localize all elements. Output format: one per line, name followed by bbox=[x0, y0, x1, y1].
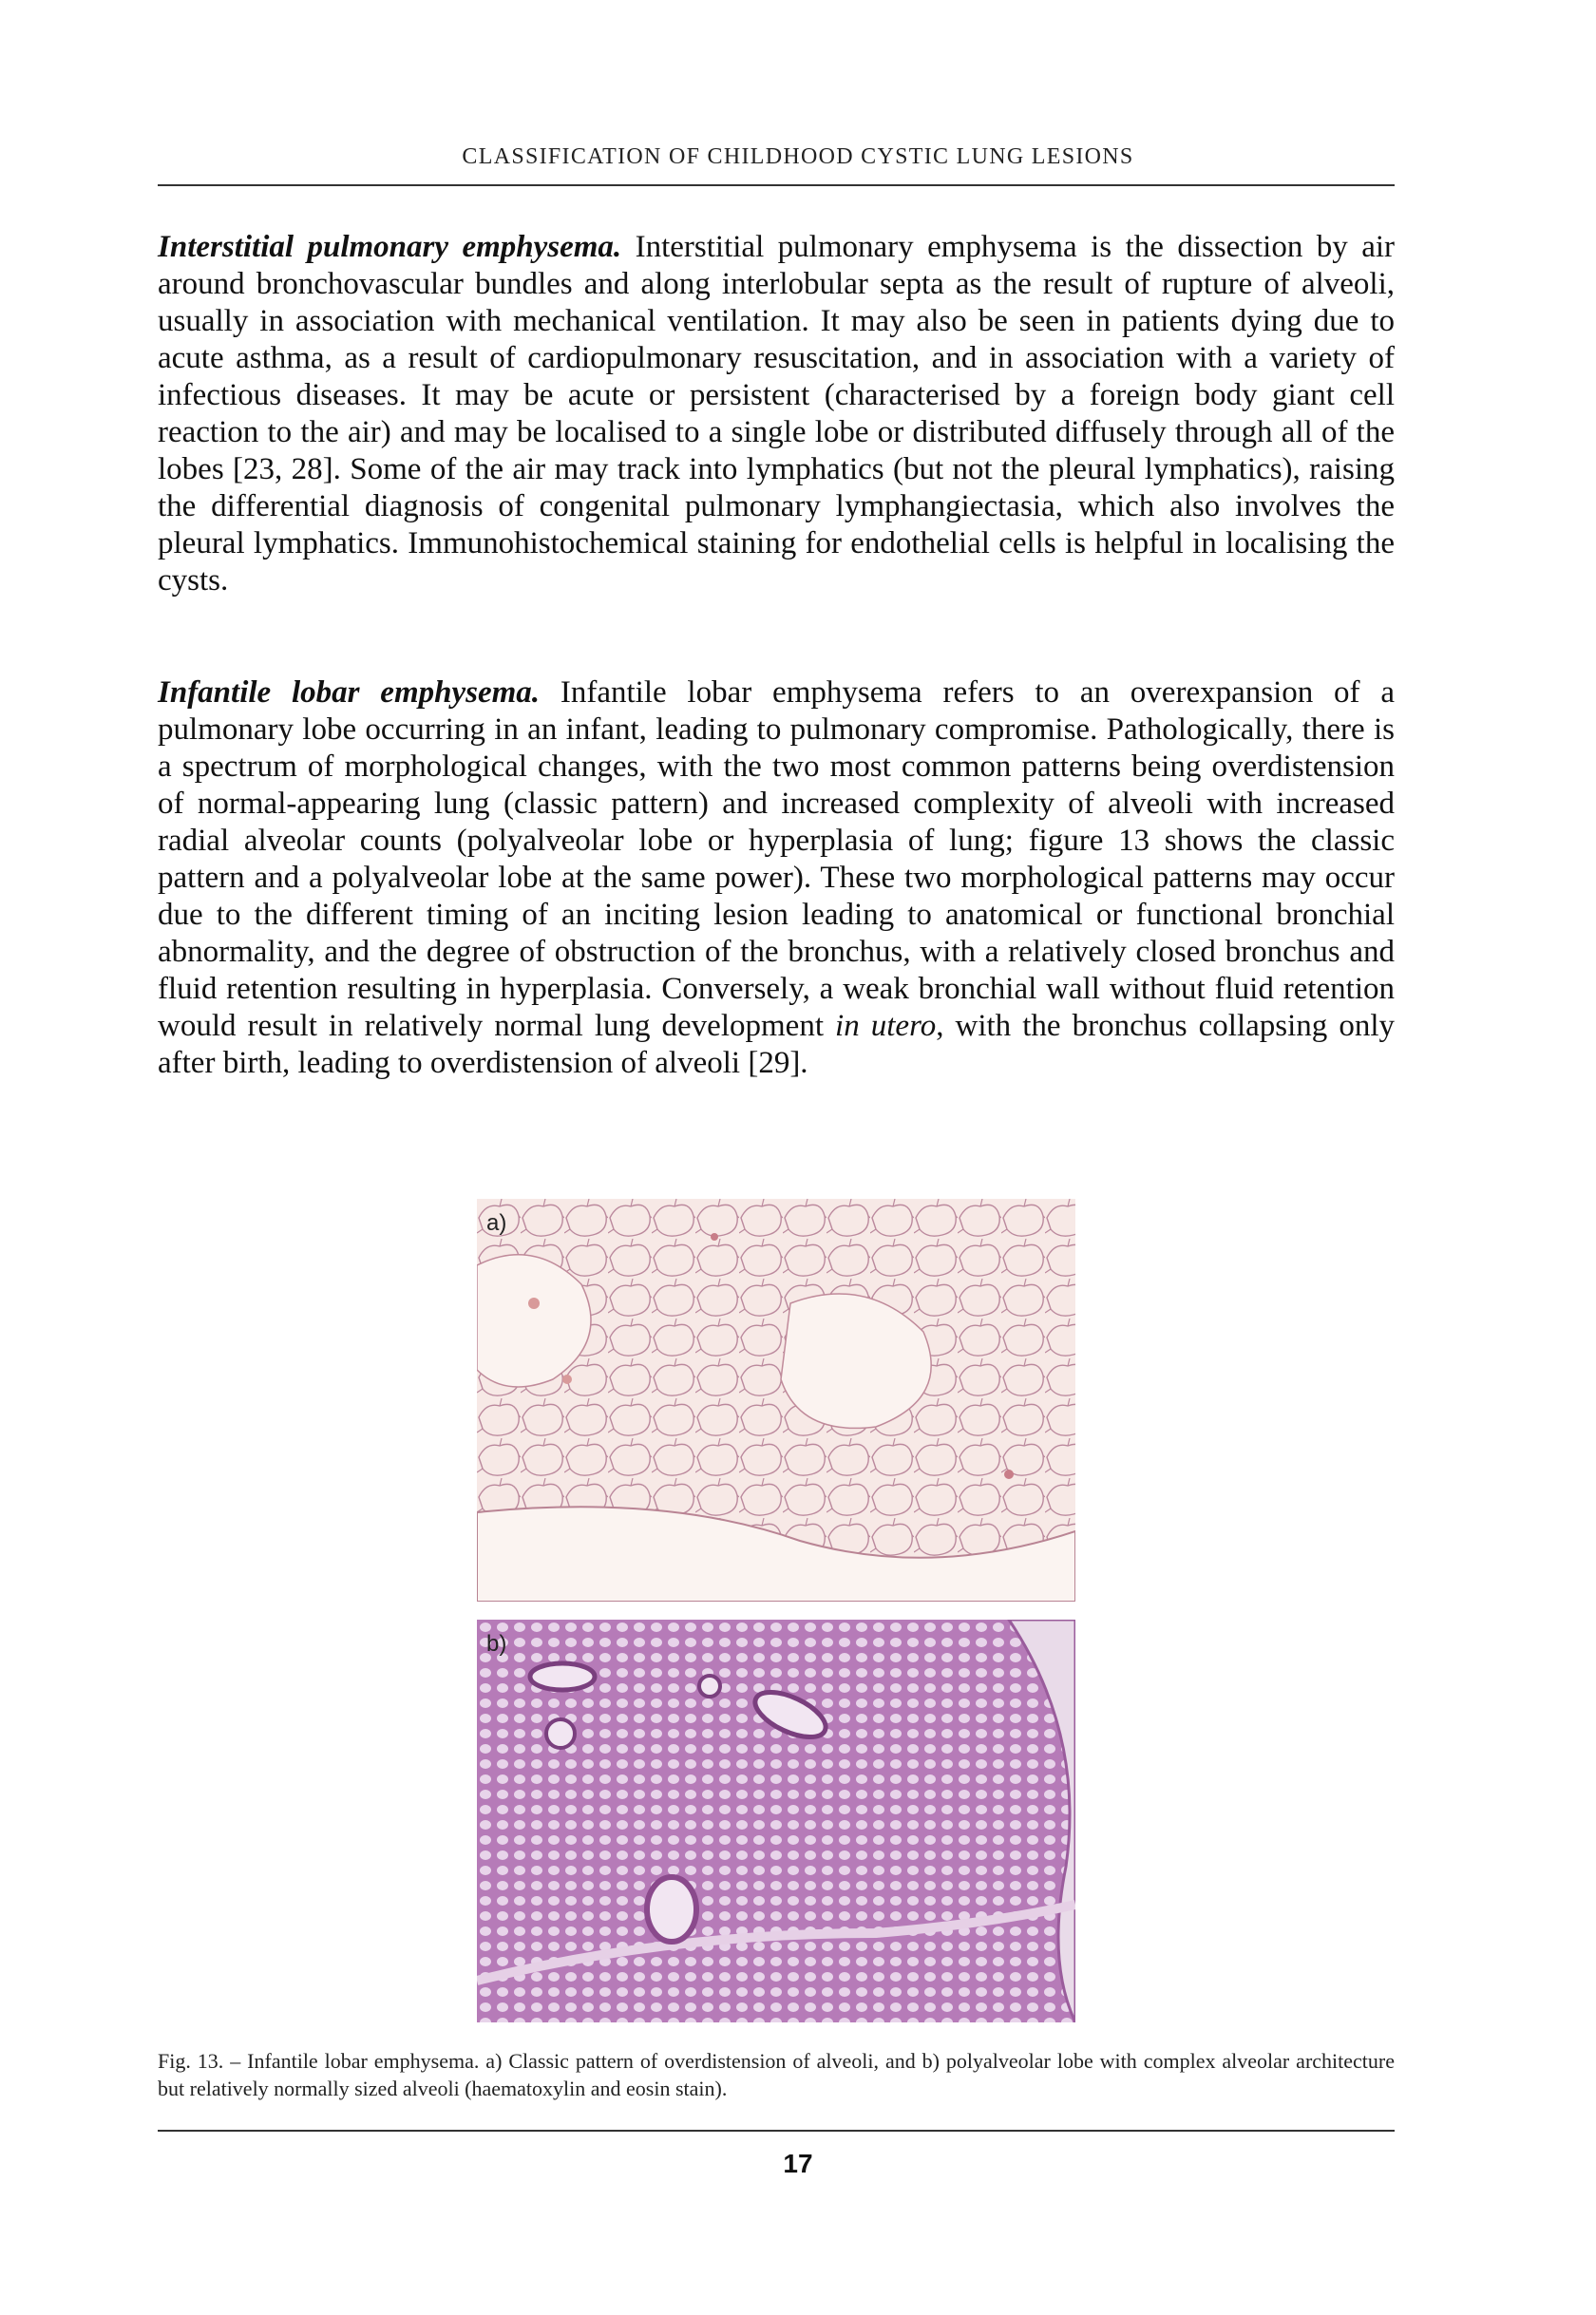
histology-image-polyalveolar bbox=[477, 1620, 1075, 2022]
header-rule bbox=[158, 184, 1395, 186]
panel-label-b: b) bbox=[486, 1631, 507, 1657]
section-interstitial-emphysema bbox=[158, 229, 1395, 599]
section-heading: Interstitial pulmonary emphysema. bbox=[158, 230, 622, 264]
footer-rule bbox=[158, 2130, 1395, 2132]
figure-panel-a bbox=[477, 1199, 1075, 1602]
running-header: CLASSIFICATION OF CHILDHOOD CYSTIC LUNG LESIONS bbox=[462, 144, 1134, 169]
figure-caption: Fig. 13. – Infantile lobar emphysema. a) Classic pattern of overdistension of alveoli, and b) polyalveolar lobe with complex alveolar architecture but relatively normally sized alveoli (haematoxylin and eosin stain). bbox=[158, 2049, 1395, 2100]
page-number: 17 bbox=[783, 2149, 813, 2178]
section-heading: Infantile lobar emphysema. bbox=[158, 675, 541, 710]
section-body: Interstitial pulmonary emphysema is the dissection by air around bronchovascular bundles and along interlobular septa as the result of rupture of alveoli, usually in association with mechanical ventilation. It may also be seen in patients dying due to acute asthma, as a result of cardiopulmonary resuscitation, and in association with a variety of infectious diseases. It may be acute or persistent (characterised by a foreign body giant cell reaction to the air) and may be localised to a single lobe or distributed diffusely through all of the lobes [23, 28]. Some of the air may track into lymphatics (but not the pleural lymphatics), raising the differential diagnosis of congenital pulmonary lymphangiectasia, which also involves the pleural lymphatics. Immunohistochemical staining for endothelial cells is helpful in localising the cysts. bbox=[158, 230, 1395, 598]
section-body: Infantile lobar emphysema refers to an overexpansion of a pulmonary lobe occurring in an infant, leading to pulmonary compromise. Pathologically, there is a spectrum of morphological changes, with the two most common patterns being overdistension of normal-appearing lung (classic pattern) and increased complexity of alveoli with increased radial alveolar counts (polyalveolar lobe or hyperplasia of lung; figure 13 shows the classic pattern and a polyalveolar lobe at the same power). These two morphological patterns may occur due to the different timing of an inciting lesion leading to anatomical or functional bronchial abnormality, and the degree of obstruction of the bronchus, with a relatively closed bronchus and fluid retention resulting in hyperplasia. Conversely, a weak bronchial wall without fluid retention would result in relatively normal lung development bbox=[158, 675, 1395, 1043]
emphasis-text: in utero bbox=[835, 1009, 937, 1043]
panel-label-a: a) bbox=[486, 1210, 507, 1236]
section-body-continued: , with the bronchus collapsing only after birth, leading to overdistension of alveoli [29]. bbox=[158, 1009, 1395, 1080]
figure-panel-b bbox=[477, 1620, 1075, 2022]
section-infantile-lobar-emphysema bbox=[158, 674, 1395, 1082]
histology-image-classic bbox=[477, 1199, 1075, 1602]
